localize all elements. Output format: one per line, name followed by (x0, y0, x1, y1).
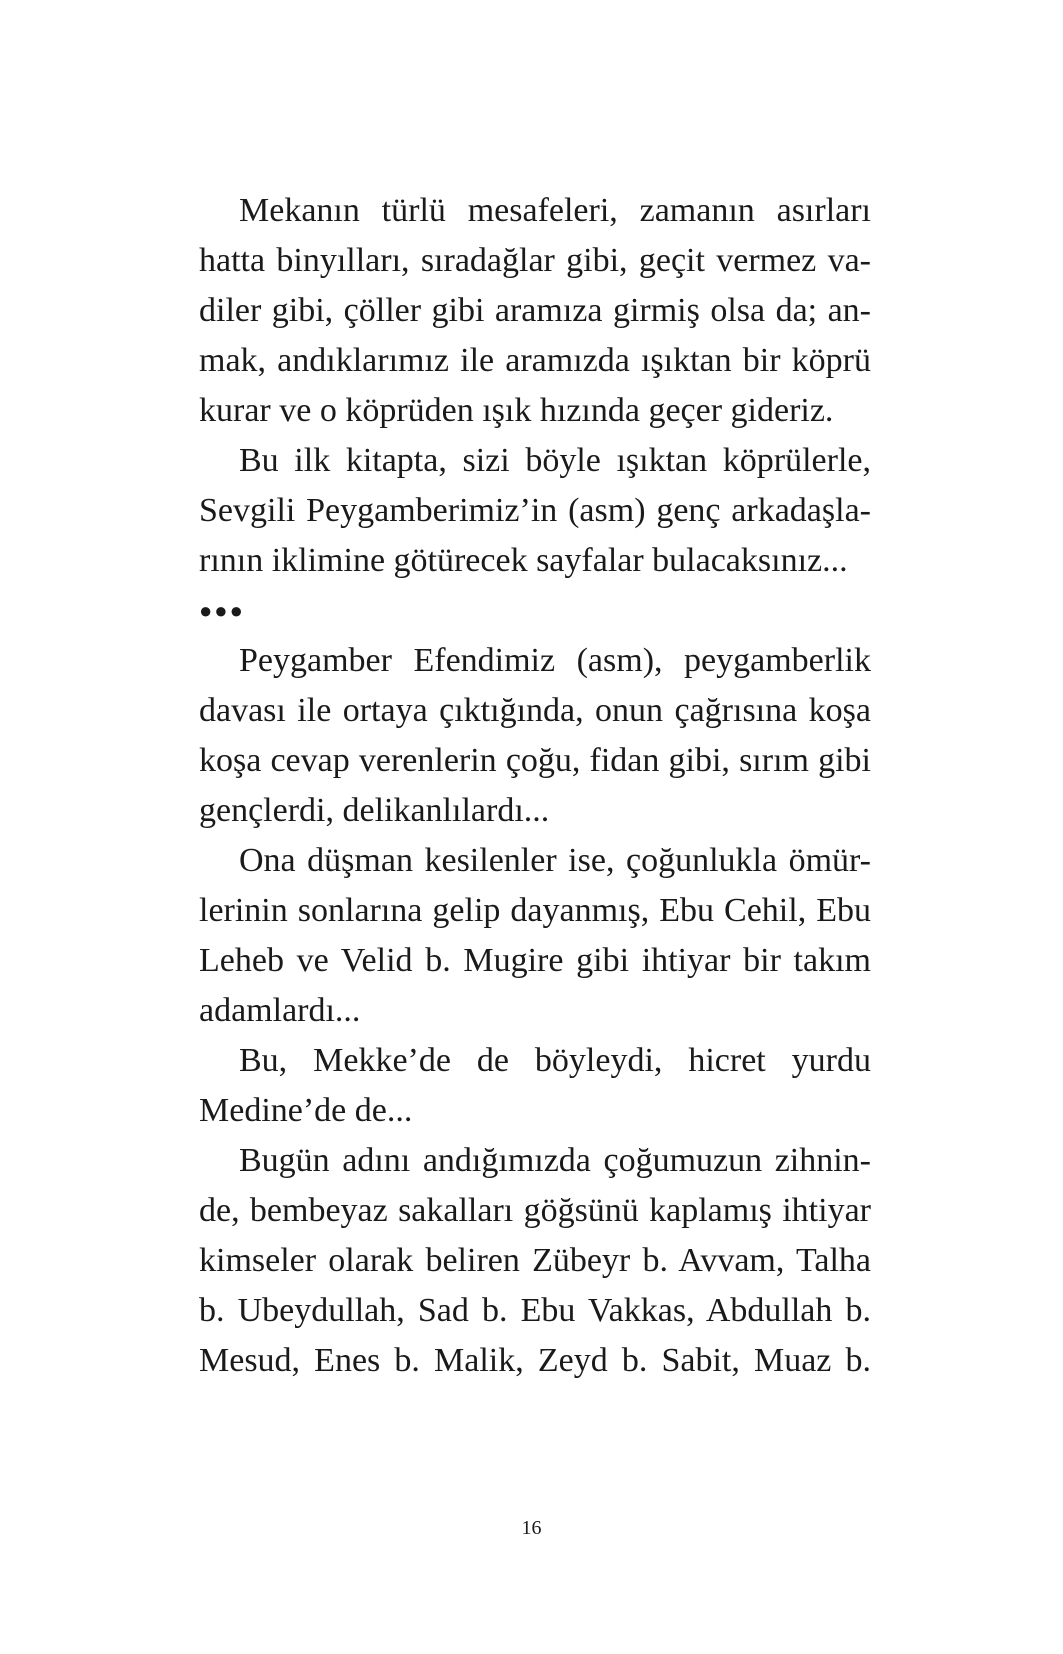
text-line: Mesud, Enes b. Malik, Zeyd b. Sabit, Muaz b. (199, 1342, 871, 1379)
text-line: mak, andıklarımız ile aramızda ışıktan bir köprü (199, 342, 871, 379)
text-line: Bugün adını andığımızda çoğumuzun zihnin- (239, 1142, 871, 1179)
text-line: lerinin sonlarına gelip dayanmış, Ebu Cehil, Ebu (199, 892, 871, 929)
text-line: davası ile ortaya çıktığında, onun çağrısına koşa (199, 692, 871, 729)
text-line: Sevgili Peygamberimiz’in (asm) genç arkadaşla- (199, 492, 871, 529)
text-line: diler gibi, çöller gibi aramıza girmiş olsa da; an- (199, 292, 871, 329)
text-line: rının iklimine götürecek sayfalar bulacaksınız... (199, 542, 848, 579)
text-line: b. Ubeydullah, Sad b. Ebu Vakkas, Abdullah b. (199, 1292, 871, 1329)
text-line: kurar ve o köprüden ışık hızında geçer gideriz. (199, 392, 834, 429)
text-line: adamlardı... (199, 992, 361, 1029)
text-line: de, bembeyaz sakalları göğsünü kaplamış ihtiyar (199, 1192, 871, 1229)
text-line: gençlerdi, delikanlılardı... (199, 792, 550, 829)
section-separator: ●●● (199, 598, 245, 623)
text-line: Leheb ve Velid b. Mugire gibi ihtiyar bir takım (199, 942, 871, 979)
page-number: 16 (521, 1517, 542, 1539)
text-line: Peygamber Efendimiz (asm), peygamberlik (239, 642, 871, 679)
body-text (199, 186, 871, 1386)
text-line: Bu, Mekke’de de böyleydi, hicret yurdu (239, 1042, 871, 1079)
text-line: Bu ilk kitapta, sizi böyle ışıktan köprülerle, (239, 442, 871, 479)
text-line: Ona düşman kesilenler ise, çoğunlukla ömür- (239, 842, 871, 879)
text-line: hatta binyılları, sıradağlar gibi, geçit vermez va- (199, 242, 871, 279)
text-line: Mekanın türlü mesafeleri, zamanın asırları (239, 192, 871, 229)
text-line: Medine’de de... (199, 1092, 413, 1129)
text-line: kimseler olarak beliren Zübeyr b. Avvam, Talha (199, 1242, 871, 1279)
text-line: koşa cevap verenlerin çoğu, fidan gibi, sırım gibi (199, 742, 871, 779)
